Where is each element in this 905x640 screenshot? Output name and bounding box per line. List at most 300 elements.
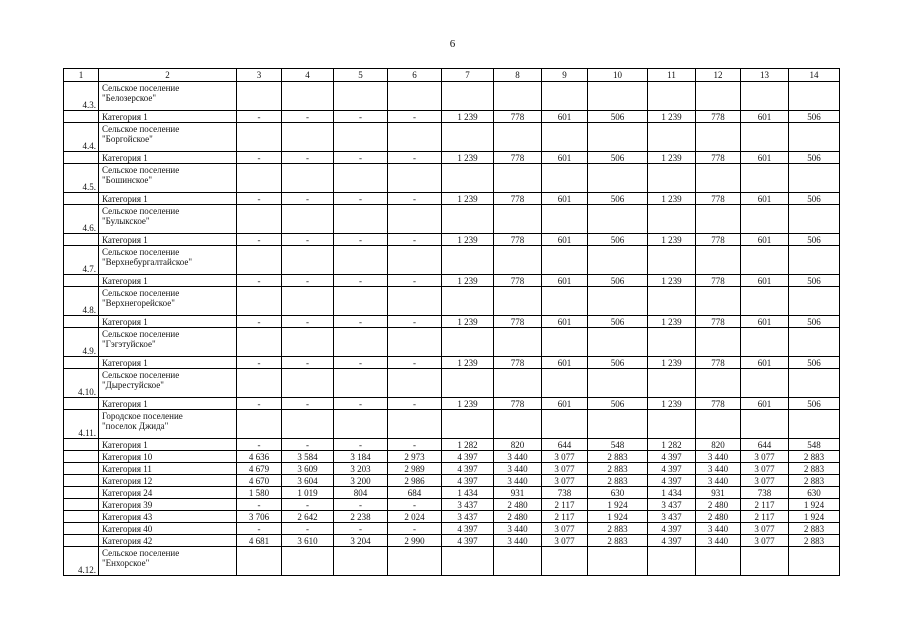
value-cell: - bbox=[388, 439, 442, 451]
category-row bbox=[64, 511, 840, 523]
category-row bbox=[64, 152, 840, 164]
value-cell: 3 604 bbox=[282, 475, 334, 487]
empty-cell bbox=[388, 369, 442, 398]
value-cell: 506 bbox=[588, 357, 648, 369]
category-name: Категория 1 bbox=[99, 275, 237, 287]
value-cell: - bbox=[282, 234, 334, 246]
empty-cell bbox=[494, 287, 542, 316]
value-cell: 506 bbox=[588, 152, 648, 164]
value-cell: - bbox=[334, 234, 388, 246]
settlement-type: Сельское поселение bbox=[102, 206, 180, 216]
group-row bbox=[64, 82, 840, 111]
empty-cell bbox=[64, 451, 99, 463]
value-cell: - bbox=[334, 111, 388, 123]
value-cell: - bbox=[334, 523, 388, 535]
value-cell: - bbox=[282, 398, 334, 410]
settlement-title: "Белозерское" bbox=[102, 93, 157, 103]
empty-cell bbox=[64, 275, 99, 287]
settlement-name bbox=[99, 369, 237, 398]
value-cell: - bbox=[282, 316, 334, 328]
value-cell: 2 117 bbox=[741, 511, 789, 523]
value-cell: 2 642 bbox=[282, 511, 334, 523]
empty-cell bbox=[442, 369, 494, 398]
value-cell: 1 434 bbox=[442, 487, 494, 499]
empty-cell bbox=[696, 547, 741, 576]
value-cell: 506 bbox=[789, 316, 840, 328]
category-row bbox=[64, 535, 840, 547]
value-cell: 630 bbox=[588, 487, 648, 499]
category-name: Категория 1 bbox=[99, 111, 237, 123]
value-cell: 1 239 bbox=[442, 193, 494, 205]
empty-cell bbox=[588, 547, 648, 576]
value-cell: 3 077 bbox=[542, 463, 588, 475]
value-cell: - bbox=[334, 398, 388, 410]
value-cell: 3 440 bbox=[696, 523, 741, 535]
empty-cell bbox=[696, 164, 741, 193]
empty-cell bbox=[494, 82, 542, 111]
empty-cell bbox=[494, 369, 542, 398]
value-cell: 506 bbox=[588, 275, 648, 287]
value-cell: 601 bbox=[542, 111, 588, 123]
empty-cell bbox=[494, 246, 542, 275]
value-cell: 3 184 bbox=[334, 451, 388, 463]
value-cell: 3 077 bbox=[542, 523, 588, 535]
value-cell: 2 238 bbox=[334, 511, 388, 523]
column-header: 13 bbox=[741, 69, 789, 82]
group-row bbox=[64, 547, 840, 576]
value-cell: 1 282 bbox=[648, 439, 696, 451]
value-cell: 2 883 bbox=[588, 463, 648, 475]
value-cell: - bbox=[282, 523, 334, 535]
value-cell: 3 610 bbox=[282, 535, 334, 547]
value-cell: 778 bbox=[696, 234, 741, 246]
value-cell: - bbox=[334, 275, 388, 287]
settlement-title: "Верхнебургалтайское" bbox=[102, 257, 193, 267]
category-row bbox=[64, 439, 840, 451]
empty-cell bbox=[237, 164, 282, 193]
value-cell: 4 670 bbox=[237, 475, 282, 487]
value-cell: 2 117 bbox=[542, 511, 588, 523]
column-header: 8 bbox=[494, 69, 542, 82]
value-cell: 3 440 bbox=[696, 535, 741, 547]
empty-cell bbox=[494, 410, 542, 439]
value-cell: 3 077 bbox=[741, 463, 789, 475]
empty-cell bbox=[648, 547, 696, 576]
value-cell: 2 024 bbox=[388, 511, 442, 523]
empty-cell bbox=[648, 287, 696, 316]
empty-cell bbox=[237, 547, 282, 576]
row-number: 4.11. bbox=[64, 410, 99, 439]
group-row bbox=[64, 123, 840, 152]
empty-cell bbox=[388, 410, 442, 439]
group-row bbox=[64, 205, 840, 234]
value-cell: 3 440 bbox=[696, 463, 741, 475]
value-cell: 3 077 bbox=[542, 535, 588, 547]
empty-cell bbox=[494, 164, 542, 193]
value-cell: 1 924 bbox=[588, 511, 648, 523]
value-cell: 4 397 bbox=[442, 523, 494, 535]
empty-cell bbox=[388, 123, 442, 152]
value-cell: 1 924 bbox=[789, 511, 840, 523]
category-row bbox=[64, 523, 840, 535]
empty-cell bbox=[542, 369, 588, 398]
value-cell: 3 077 bbox=[542, 451, 588, 463]
value-cell: 3 440 bbox=[494, 523, 542, 535]
value-cell: 778 bbox=[696, 152, 741, 164]
value-cell: 506 bbox=[789, 111, 840, 123]
empty-cell bbox=[334, 547, 388, 576]
value-cell: 506 bbox=[588, 398, 648, 410]
settlement-title: "Енхорское" bbox=[102, 558, 150, 568]
empty-cell bbox=[334, 328, 388, 357]
value-cell: - bbox=[237, 275, 282, 287]
empty-cell bbox=[442, 205, 494, 234]
empty-cell bbox=[741, 164, 789, 193]
empty-cell bbox=[64, 152, 99, 164]
value-cell: 548 bbox=[789, 439, 840, 451]
settlement-name bbox=[99, 82, 237, 111]
table-body bbox=[64, 69, 840, 576]
value-cell: 778 bbox=[696, 398, 741, 410]
category-name: Категория 24 bbox=[99, 487, 237, 499]
empty-cell bbox=[442, 328, 494, 357]
category-name: Категория 1 bbox=[99, 398, 237, 410]
empty-cell bbox=[494, 205, 542, 234]
empty-cell bbox=[388, 164, 442, 193]
empty-cell bbox=[741, 205, 789, 234]
column-header: 9 bbox=[542, 69, 588, 82]
value-cell: 601 bbox=[741, 398, 789, 410]
value-cell: 644 bbox=[542, 439, 588, 451]
column-header: 14 bbox=[789, 69, 840, 82]
empty-cell bbox=[588, 164, 648, 193]
value-cell: 4 397 bbox=[648, 463, 696, 475]
value-cell: 3 440 bbox=[494, 535, 542, 547]
empty-cell bbox=[789, 164, 840, 193]
group-row bbox=[64, 328, 840, 357]
value-cell: - bbox=[237, 316, 282, 328]
empty-cell bbox=[442, 164, 494, 193]
value-cell: 506 bbox=[789, 357, 840, 369]
row-number: 4.3. bbox=[64, 82, 99, 111]
empty-cell bbox=[588, 123, 648, 152]
table-header-row bbox=[64, 69, 840, 82]
value-cell: 820 bbox=[494, 439, 542, 451]
value-cell: 4 397 bbox=[442, 475, 494, 487]
category-name: Категория 1 bbox=[99, 152, 237, 164]
category-name: Категория 39 bbox=[99, 499, 237, 511]
value-cell: 778 bbox=[696, 316, 741, 328]
empty-cell bbox=[648, 246, 696, 275]
empty-cell bbox=[64, 523, 99, 535]
empty-cell bbox=[282, 287, 334, 316]
value-cell: 2 883 bbox=[789, 523, 840, 535]
settlement-name bbox=[99, 246, 237, 275]
value-cell: 778 bbox=[494, 193, 542, 205]
value-cell: 1 434 bbox=[648, 487, 696, 499]
group-row bbox=[64, 369, 840, 398]
value-cell: - bbox=[282, 439, 334, 451]
value-cell: 3 077 bbox=[542, 475, 588, 487]
empty-cell bbox=[494, 547, 542, 576]
value-cell: 778 bbox=[494, 234, 542, 246]
empty-cell bbox=[64, 475, 99, 487]
value-cell: 3 437 bbox=[442, 511, 494, 523]
empty-cell bbox=[334, 164, 388, 193]
category-name: Категория 12 bbox=[99, 475, 237, 487]
value-cell: 3 706 bbox=[237, 511, 282, 523]
value-cell: 4 636 bbox=[237, 451, 282, 463]
value-cell: - bbox=[388, 111, 442, 123]
row-number: 4.10. bbox=[64, 369, 99, 398]
value-cell: 601 bbox=[542, 398, 588, 410]
category-name: Категория 11 bbox=[99, 463, 237, 475]
value-cell: - bbox=[237, 357, 282, 369]
empty-cell bbox=[648, 164, 696, 193]
value-cell: - bbox=[237, 193, 282, 205]
empty-cell bbox=[789, 205, 840, 234]
empty-cell bbox=[237, 205, 282, 234]
value-cell: - bbox=[282, 111, 334, 123]
empty-cell bbox=[334, 246, 388, 275]
value-cell: 644 bbox=[741, 439, 789, 451]
value-cell: 2 883 bbox=[588, 475, 648, 487]
empty-cell bbox=[588, 246, 648, 275]
empty-cell bbox=[542, 82, 588, 111]
empty-cell bbox=[282, 328, 334, 357]
value-cell: 778 bbox=[494, 275, 542, 287]
empty-cell bbox=[237, 82, 282, 111]
category-row bbox=[64, 487, 840, 499]
value-cell: 931 bbox=[494, 487, 542, 499]
empty-cell bbox=[388, 246, 442, 275]
value-cell: 4 397 bbox=[442, 463, 494, 475]
empty-cell bbox=[64, 357, 99, 369]
value-cell: - bbox=[334, 152, 388, 164]
value-cell: - bbox=[282, 275, 334, 287]
empty-cell bbox=[282, 82, 334, 111]
value-cell: - bbox=[282, 193, 334, 205]
empty-cell bbox=[494, 123, 542, 152]
settlement-type: Сельское поселение bbox=[102, 548, 180, 558]
empty-cell bbox=[588, 205, 648, 234]
empty-cell bbox=[741, 123, 789, 152]
value-cell: 3 437 bbox=[648, 511, 696, 523]
settlement-name bbox=[99, 205, 237, 234]
category-name: Категория 42 bbox=[99, 535, 237, 547]
settlement-type: Сельское поселение bbox=[102, 165, 180, 175]
empty-cell bbox=[237, 287, 282, 316]
empty-cell bbox=[237, 328, 282, 357]
empty-cell bbox=[542, 246, 588, 275]
column-header: 1 bbox=[64, 69, 99, 82]
value-cell: 804 bbox=[334, 487, 388, 499]
empty-cell bbox=[542, 287, 588, 316]
group-row bbox=[64, 164, 840, 193]
value-cell: 3 204 bbox=[334, 535, 388, 547]
value-cell: 3 440 bbox=[696, 475, 741, 487]
empty-cell bbox=[696, 205, 741, 234]
empty-cell bbox=[696, 82, 741, 111]
value-cell: 3 077 bbox=[741, 523, 789, 535]
value-cell: 3 437 bbox=[648, 499, 696, 511]
empty-cell bbox=[334, 123, 388, 152]
value-cell: 3 077 bbox=[741, 535, 789, 547]
empty-cell bbox=[696, 123, 741, 152]
empty-cell bbox=[388, 82, 442, 111]
value-cell: 2 986 bbox=[388, 475, 442, 487]
category-name: Категория 1 bbox=[99, 234, 237, 246]
value-cell: 2 883 bbox=[588, 523, 648, 535]
value-cell: 506 bbox=[588, 234, 648, 246]
value-cell: 1 239 bbox=[648, 152, 696, 164]
page-number: 6 bbox=[449, 38, 456, 50]
value-cell: 506 bbox=[789, 193, 840, 205]
value-cell: 2 883 bbox=[588, 535, 648, 547]
value-cell: 2 883 bbox=[789, 463, 840, 475]
category-row bbox=[64, 499, 840, 511]
value-cell: 506 bbox=[588, 193, 648, 205]
empty-cell bbox=[282, 123, 334, 152]
value-cell: - bbox=[237, 111, 282, 123]
settlement-type: Сельское поселение bbox=[102, 288, 180, 298]
row-number: 4.9. bbox=[64, 328, 99, 357]
value-cell: 601 bbox=[542, 193, 588, 205]
category-name: Категория 43 bbox=[99, 511, 237, 523]
empty-cell bbox=[64, 398, 99, 410]
category-row bbox=[64, 275, 840, 287]
empty-cell bbox=[542, 164, 588, 193]
empty-cell bbox=[64, 463, 99, 475]
value-cell: 548 bbox=[588, 439, 648, 451]
value-cell: 3 440 bbox=[494, 463, 542, 475]
empty-cell bbox=[789, 123, 840, 152]
value-cell: 601 bbox=[741, 234, 789, 246]
category-row bbox=[64, 463, 840, 475]
value-cell: 931 bbox=[696, 487, 741, 499]
empty-cell bbox=[64, 439, 99, 451]
empty-cell bbox=[282, 369, 334, 398]
empty-cell bbox=[542, 547, 588, 576]
value-cell: - bbox=[388, 398, 442, 410]
value-cell: 2 480 bbox=[494, 511, 542, 523]
empty-cell bbox=[696, 410, 741, 439]
empty-cell bbox=[741, 82, 789, 111]
settlement-title: "Боргойское" bbox=[102, 134, 153, 144]
tariff-table bbox=[63, 68, 840, 576]
value-cell: 3 609 bbox=[282, 463, 334, 475]
row-number: 4.4. bbox=[64, 123, 99, 152]
empty-cell bbox=[237, 123, 282, 152]
category-row bbox=[64, 234, 840, 246]
settlement-type: Сельское поселение bbox=[102, 370, 180, 380]
column-header: 4 bbox=[282, 69, 334, 82]
value-cell: 778 bbox=[696, 111, 741, 123]
settlement-title: "Булыкское" bbox=[102, 216, 150, 226]
row-number: 4.7. bbox=[64, 246, 99, 275]
category-name: Категория 1 bbox=[99, 193, 237, 205]
value-cell: 506 bbox=[588, 111, 648, 123]
value-cell: 4 397 bbox=[648, 535, 696, 547]
value-cell: 1 580 bbox=[237, 487, 282, 499]
column-header: 2 bbox=[99, 69, 237, 82]
value-cell: - bbox=[388, 523, 442, 535]
value-cell: 778 bbox=[696, 275, 741, 287]
value-cell: - bbox=[388, 152, 442, 164]
category-row bbox=[64, 475, 840, 487]
empty-cell bbox=[588, 410, 648, 439]
value-cell: 1 239 bbox=[442, 152, 494, 164]
settlement-name bbox=[99, 410, 237, 439]
settlement-title: "Дырестуйское" bbox=[102, 380, 164, 390]
empty-cell bbox=[282, 246, 334, 275]
group-row bbox=[64, 246, 840, 275]
empty-cell bbox=[237, 369, 282, 398]
value-cell: 2 883 bbox=[789, 475, 840, 487]
settlement-name bbox=[99, 287, 237, 316]
value-cell: 2 480 bbox=[494, 499, 542, 511]
empty-cell bbox=[648, 82, 696, 111]
value-cell: 1 239 bbox=[442, 275, 494, 287]
value-cell: - bbox=[237, 398, 282, 410]
value-cell: 778 bbox=[494, 152, 542, 164]
value-cell: 1 239 bbox=[648, 234, 696, 246]
value-cell: 4 397 bbox=[442, 535, 494, 547]
value-cell: 4 397 bbox=[648, 523, 696, 535]
column-header: 10 bbox=[588, 69, 648, 82]
empty-cell bbox=[741, 410, 789, 439]
empty-cell bbox=[648, 123, 696, 152]
empty-cell bbox=[789, 82, 840, 111]
value-cell: - bbox=[334, 357, 388, 369]
value-cell: - bbox=[237, 439, 282, 451]
settlement-name bbox=[99, 328, 237, 357]
empty-cell bbox=[648, 410, 696, 439]
empty-cell bbox=[696, 246, 741, 275]
empty-cell bbox=[741, 369, 789, 398]
value-cell: 1 282 bbox=[442, 439, 494, 451]
value-cell: - bbox=[388, 234, 442, 246]
value-cell: 3 440 bbox=[696, 451, 741, 463]
settlement-type: Сельское поселение bbox=[102, 83, 180, 93]
value-cell: 2 480 bbox=[696, 499, 741, 511]
empty-cell bbox=[64, 111, 99, 123]
category-name: Категория 1 bbox=[99, 357, 237, 369]
category-row bbox=[64, 111, 840, 123]
value-cell: 778 bbox=[494, 111, 542, 123]
empty-cell bbox=[64, 316, 99, 328]
value-cell: 1 239 bbox=[648, 275, 696, 287]
empty-cell bbox=[237, 410, 282, 439]
empty-cell bbox=[542, 205, 588, 234]
empty-cell bbox=[282, 205, 334, 234]
value-cell: 1 239 bbox=[648, 357, 696, 369]
row-number: 4.12. bbox=[64, 547, 99, 576]
empty-cell bbox=[789, 410, 840, 439]
value-cell: 2 117 bbox=[741, 499, 789, 511]
value-cell: - bbox=[282, 499, 334, 511]
empty-cell bbox=[282, 164, 334, 193]
category-row bbox=[64, 357, 840, 369]
empty-cell bbox=[696, 328, 741, 357]
settlement-type: Городское поселение bbox=[102, 411, 183, 421]
empty-cell bbox=[741, 287, 789, 316]
empty-cell bbox=[388, 287, 442, 316]
value-cell: 3 437 bbox=[442, 499, 494, 511]
empty-cell bbox=[442, 123, 494, 152]
value-cell: - bbox=[237, 523, 282, 535]
empty-cell bbox=[648, 369, 696, 398]
